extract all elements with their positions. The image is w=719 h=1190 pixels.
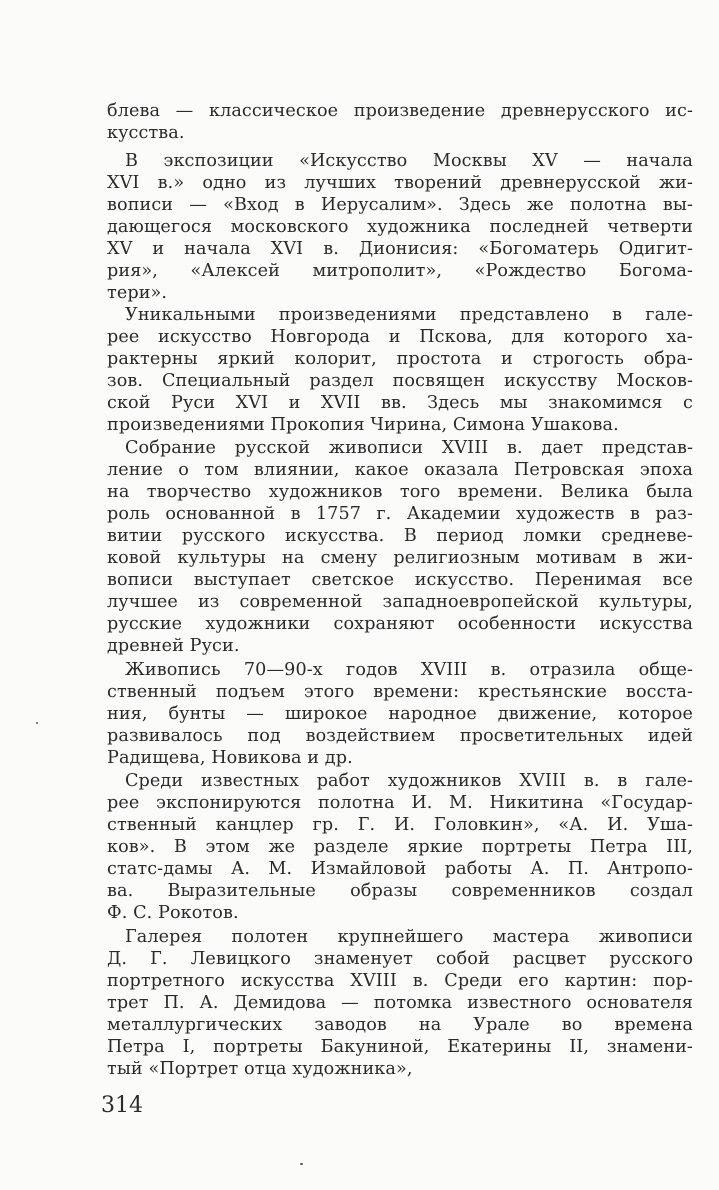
text-line: вописи — «Вход в Иерусалим». Здесь же полотна вы- [107,195,694,215]
text-line: Петра I, портреты Бакуниной, Екатерины II, знамени- [107,1037,693,1057]
text-line: Живопись 70—90-х годов XVIII в. отразила обще- [125,660,694,680]
text-line: лучшее из современной западноевропейской культуры, [107,592,693,612]
scan-speck [300,1163,303,1165]
text-line: на творчество художников того времени. Велика была [107,482,693,502]
text-line: В экспозиции «Искусство Москвы XV — начала [125,151,693,171]
text-line: Галерея полотен крупнейшего мастера живописи [125,927,694,947]
text-line: рее экспонируются полотна И. М. Никитина «Государ- [107,793,693,813]
text-line: вописи выступает светское искусство. Перенимая все [107,570,693,590]
text-line: ственный канцлер гр. Г. И. Головкин», «А. И. Уша- [107,815,693,835]
text-line: XVI в.» одно из лучших творений древнерусской жи- [107,173,693,193]
text-line: Ф. С. Рокотов. [107,903,239,923]
text-line: Радищева, Новикова и др. [107,748,353,768]
text-line: ской Руси XVI и XVII вв. Здесь мы знакомимся с [107,393,693,413]
text-line: тый «Портрет отца художника», [107,1059,413,1079]
text-line: Уникальными произведениями представлено в гале- [125,305,693,325]
text-line: ков». В этом же разделе яркие портреты Петра III, [107,837,694,857]
text-line: ковой культуры на смену религиозным мотивам в жи- [107,548,693,568]
text-line: ственный подъем этого времени: крестьянские восста- [107,682,694,702]
text-line: дающегося московского художника последней четверти [107,217,693,237]
text-line: произведениями Прокопия Чирина, Симона Ушакова. [107,415,619,435]
text-line: Среди известных работ художников XVIII в. в гале- [125,771,694,791]
text-line: кусства. [107,123,185,143]
text-line: развивалось под воздействием просветительных идей [107,726,693,746]
text-line: ление о том влиянии, какое оказала Петровская эпоха [107,460,693,480]
text-line: портретного искусства XVIII в. Среди его картин: пор- [107,971,693,991]
text-line: роль основанной в 1757 г. Академии художеств в раз- [107,504,694,524]
text-line: статс-дамы А. М. Измайловой работы А. П. Антропо- [107,859,693,879]
text-line: рия», «Алексей митрополит», «Рождество Богома- [107,261,693,281]
scan-speck [36,722,38,724]
text-line: витии русского искусства. В период ломки средневе- [107,526,693,546]
text-line: Собрание русской живописи XVIII в. дает представ- [125,438,693,458]
text-line: русские художники сохраняют особенности искусства [107,614,693,634]
text-line: трет П. А. Демидова — потомка известного основателя [107,993,693,1013]
text-line: тери». [107,283,168,303]
text-line: зов. Специальный раздел посвящен искусству Москов- [107,371,694,391]
page-number: 314 [101,1093,143,1118]
text-line: ва. Выразительные образы современников создал [107,881,693,901]
text-line: рактерны яркий колорит, простота и строгость обра- [107,349,693,369]
text-line: древней Руси. [107,636,240,656]
text-line: рее искусство Новгорода и Пскова, для которого ха- [107,327,693,347]
text-line: Д. Г. Левицкого знаменует собой расцвет русского [107,949,694,969]
text-line: металлургических заводов на Урале во времена [107,1015,694,1035]
text-line: блева — классическое произведение древнерусского ис- [107,101,693,121]
text-line: XV и начала XVI в. Дионисия: «Богоматерь Одигит- [107,239,694,259]
text-line: ния, бунты — широкое народное движение, которое [107,704,693,724]
